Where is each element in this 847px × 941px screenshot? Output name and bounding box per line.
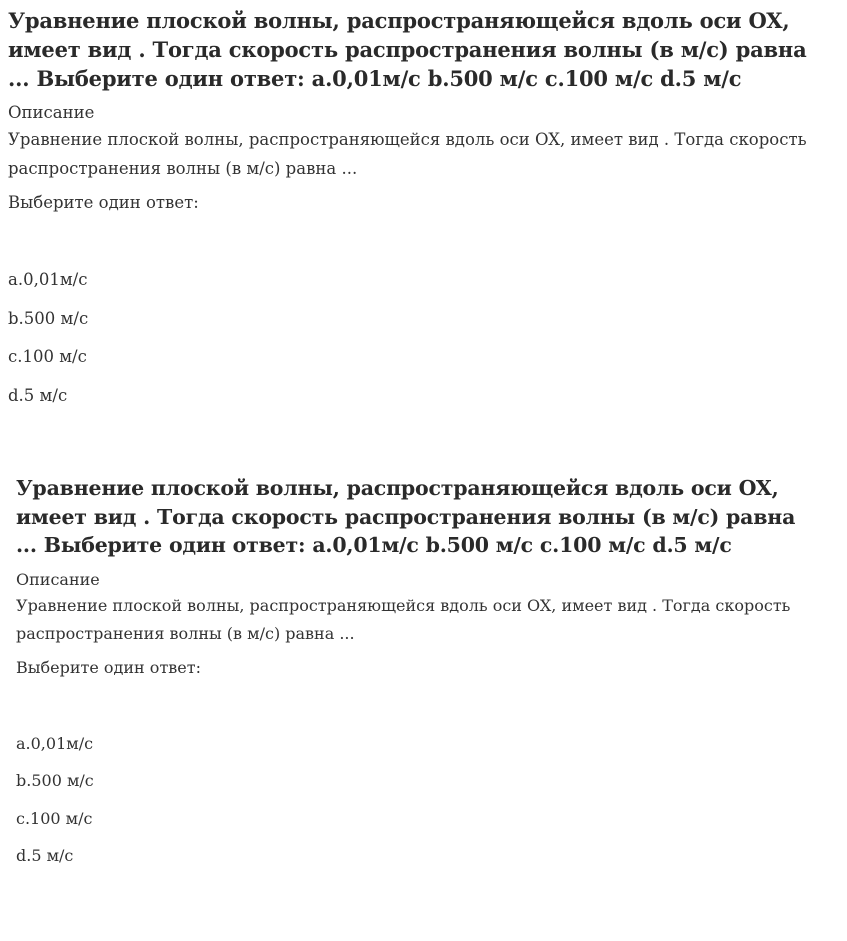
answer-option-d: d.5 м/с <box>16 846 74 865</box>
description-text: Уравнение плоской волны, распространяющейся вдоль оси OX, имеет вид . Тогда скорость распространения волны (в м/с) равна ... <box>16 595 791 643</box>
answer-option-d: d.5 м/с <box>8 385 68 405</box>
answer-option-b: b.500 м/с <box>8 308 89 328</box>
choose-answer-label: Выберите один ответ: <box>16 657 202 677</box>
answer-option-a: a.0,01м/с <box>8 270 88 289</box>
answer-option-c: c.100 м/с <box>16 808 93 828</box>
question-title: Уравнение плоской волны, распространяющейся вдоль оси OX, имеет вид . Тогда скорость распространения волны (в м/с) равна ... Выберите один ответ: a.0,01м/с b.500 м/с c.100 м/с d.5 м/с <box>8 8 807 91</box>
question-block-1 <box>8 6 823 423</box>
choose-answer-label: Выберите один ответ: <box>8 193 199 212</box>
answer-option-b: b.500 м/с <box>16 771 94 790</box>
description-text: Уравнение плоской волны, распространяющейся вдоль оси OX, имеет вид . Тогда скорость распространения волны (в м/с) равна ... <box>8 130 807 178</box>
description-label: Описание <box>8 103 95 122</box>
answer-options-list <box>16 733 816 883</box>
question-block-2 <box>16 474 816 883</box>
question-title: Уравнение плоской волны, распространяющейся вдоль оси OX, имеет вид . Тогда скорость распространения волны (в м/с) равна ... Выберите один ответ: a.0,01м/с b.500 м/с c.100 м/с d.5 м/с <box>16 476 796 557</box>
answer-option-a: a.0,01м/с <box>16 733 94 753</box>
answer-options-list <box>8 269 823 423</box>
description-label: Описание <box>16 569 100 589</box>
answer-option-c: c.100 м/с <box>8 347 87 366</box>
